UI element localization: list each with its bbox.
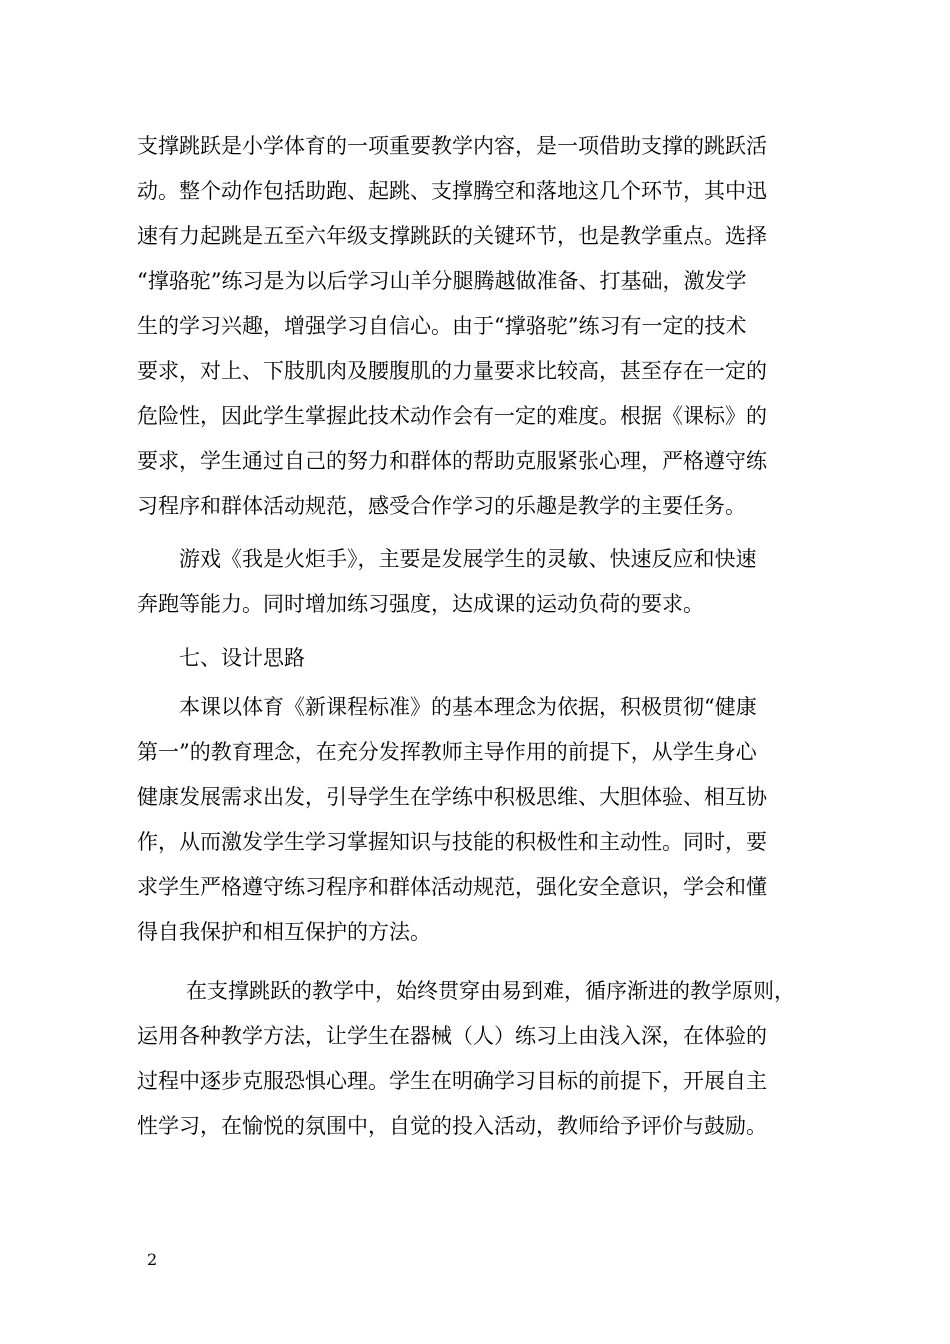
text-line: 要求，对上、下肢肌肉及腰腹肌的力量要求比较高，甚至存在一定的: [137, 359, 767, 383]
text-line: 在支撑跳跃的教学中，始终贯穿由易到难，循序渐进的教学原则，: [186, 979, 795, 1003]
page-number: 2: [147, 1250, 158, 1269]
paragraph-game: [137, 537, 820, 627]
text-line: 健康发展需求出发，引导学生在学练中积极思维、大胆体验、相互协: [137, 785, 767, 809]
paragraph-support-jump: [137, 124, 820, 529]
paragraph-teaching-principle: [137, 969, 820, 1149]
text-line: 支撑跳跃是小学体育的一项重要教学内容，是一项借助支撑的跳跃活: [137, 134, 767, 158]
text-line: 性学习，在愉悦的氛围中，自觉的投入活动，教师给予评价与鼓励。: [137, 1114, 767, 1138]
heading-line: 七、设计思路: [179, 646, 305, 670]
text-line: 游戏《我是火炬手》，主要是发展学生的灵敏、快速反应和快速: [179, 547, 757, 571]
text-line: “撑骆驼”练习是为以后学习山羊分腿腾越做准备、打基础，激发学: [137, 269, 747, 293]
text-line: 习程序和群体活动规范，感受合作学习的乐趣是教学的主要任务。: [137, 494, 746, 518]
text-line: 危险性，因此学生掌握此技术动作会有一定的难度。根据《课标》的: [137, 404, 767, 428]
text-line: 运用各种教学方法，让学生在器械（人）练习上由浅入深，在体验的: [137, 1024, 767, 1048]
text-line: 得自我保护和相互保护的方法。: [137, 920, 431, 944]
text-line: 本课以体育《新课程标准》的基本理念为依据，积极贯彻“健康: [179, 695, 757, 719]
document-body: [137, 124, 820, 1149]
text-line: 生的学习兴趣，增强学习自信心。由于“撑骆驼”练习有一定的技术: [137, 314, 747, 338]
section-heading: [137, 636, 820, 681]
paragraph-design-concept: [137, 685, 820, 955]
text-line: 过程中逐步克服恐惧心理。学生在明确学习目标的前提下，开展自主: [137, 1069, 767, 1093]
text-line: 动。整个动作包括助跑、起跳、支撑腾空和落地这几个环节，其中迅: [137, 179, 767, 203]
text-line: 奔跑等能力。同时增加练习强度，达成课的运动负荷的要求。: [137, 592, 704, 616]
text-line: 求学生严格遵守练习程序和群体活动规范，强化安全意识，学会和懂: [137, 875, 767, 899]
text-line: 要求，学生通过自己的努力和群体的帮助克服紧张心理，严格遵守练: [137, 449, 767, 473]
text-line: 第一”的教育理念，在充分发挥教师主导作用的前提下，从学生身心: [137, 740, 757, 764]
text-line: 作，从而激发学生学习掌握知识与技能的积极性和主动性。同时，要: [137, 830, 767, 854]
text-line: 速有力起跳是五至六年级支撑跳跃的关键环节，也是教学重点。选择: [137, 224, 767, 248]
